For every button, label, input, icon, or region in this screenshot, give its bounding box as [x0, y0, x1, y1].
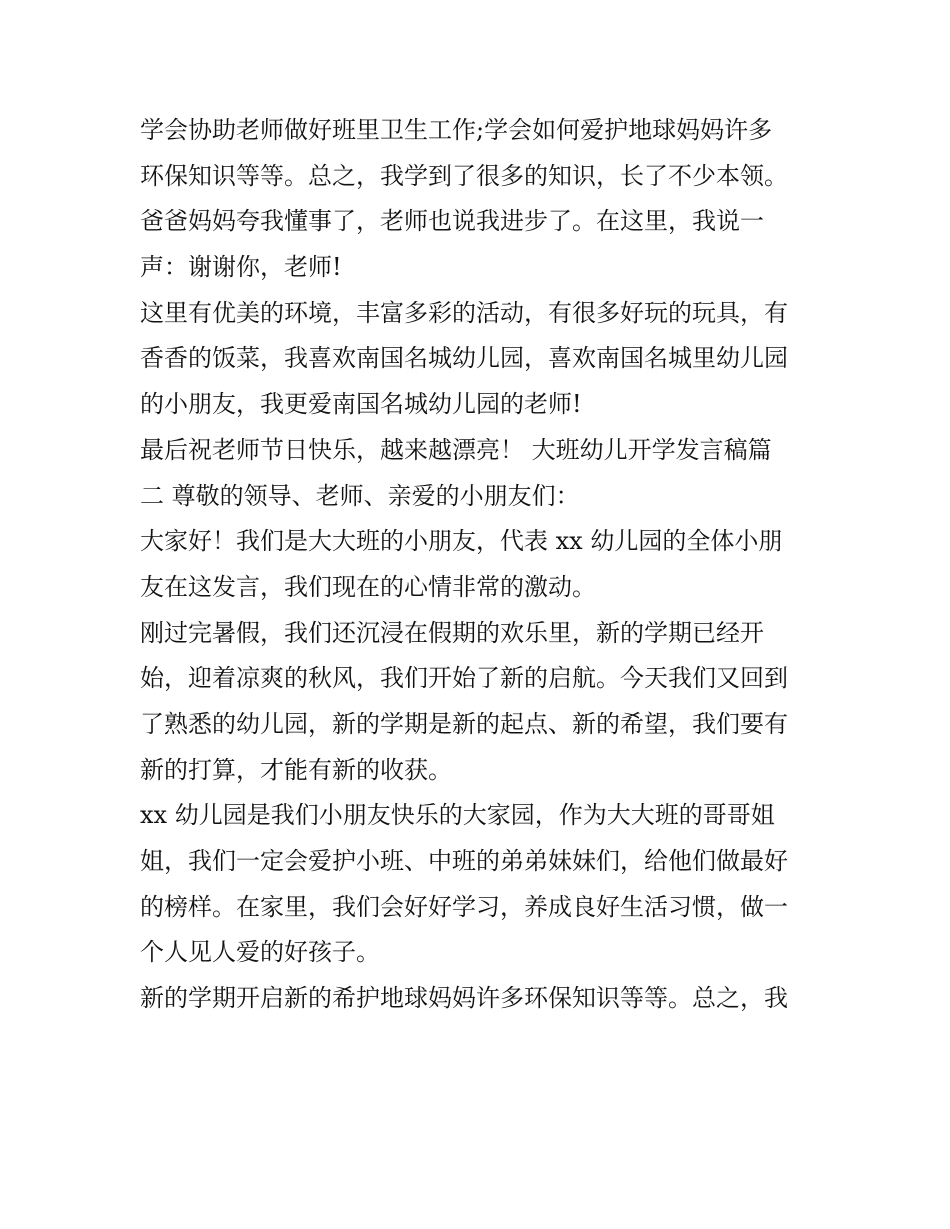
text-line: 这里有优美的环境，丰富多彩的活动，有很多好玩的玩具，有: [140, 298, 788, 327]
text-line: 姐，我们一定会爱护小班、中班的弟弟妹妹们，给他们做最好: [140, 847, 788, 875]
text-line: 大家好！我们是大大班的小朋友，代表 xx 幼儿园的全体小朋: [140, 527, 783, 556]
text-line: 环保知识等等。总之，我学到了很多的知识，长了不少本领。: [140, 161, 788, 190]
text-line: xx 幼儿园是我们小朋友快乐的大家园，作为大大班的哥哥姐: [140, 801, 775, 830]
text-line: 香香的饭菜，我喜欢南国名城幼儿园，喜欢南国名城里幼儿园: [140, 344, 788, 373]
text-line: 爸爸妈妈夸我懂事了，老师也说我进步了。在这里，我说一: [140, 207, 764, 236]
text-line: 始，迎着凉爽的秋风，我们开始了新的启航。今天我们又回到: [140, 664, 788, 693]
text-line: 了熟悉的幼儿园，新的学期是新的起点、新的希望，我们要有: [140, 709, 788, 738]
text-line: 最后祝老师节日快乐，越来越漂亮！ 大班幼儿开学发言稿篇: [140, 435, 772, 464]
text-line: 友在这发言，我们现在的心情非常的激动。: [140, 572, 596, 601]
document-body: [140, 108, 820, 1022]
text-line: 刚过完暑假，我们还沉浸在假期的欢乐里，新的学期已经开: [140, 618, 764, 647]
text-line: 的小朋友，我更爱南国名城幼儿园的老师!: [140, 390, 582, 419]
text-line: 个人见人爱的好孩子。: [140, 938, 380, 967]
text-line: 新的打算，才能有新的收获。: [140, 755, 452, 784]
text-line: 新的学期开启新的希护地球妈妈许多环保知识等等。总之，我: [140, 984, 788, 1013]
text-line: 学会协助老师做好班里卫生工作;学会如何爱护地球妈妈许多: [140, 116, 773, 144]
text-line: 二 尊敬的领导、老师、亲爱的小朋友们：: [140, 481, 580, 510]
text-line: 声：谢谢你，老师!: [140, 253, 342, 282]
text-line: 的榜样。在家里，我们会好好学习，养成良好生活习惯，做一: [140, 892, 788, 921]
